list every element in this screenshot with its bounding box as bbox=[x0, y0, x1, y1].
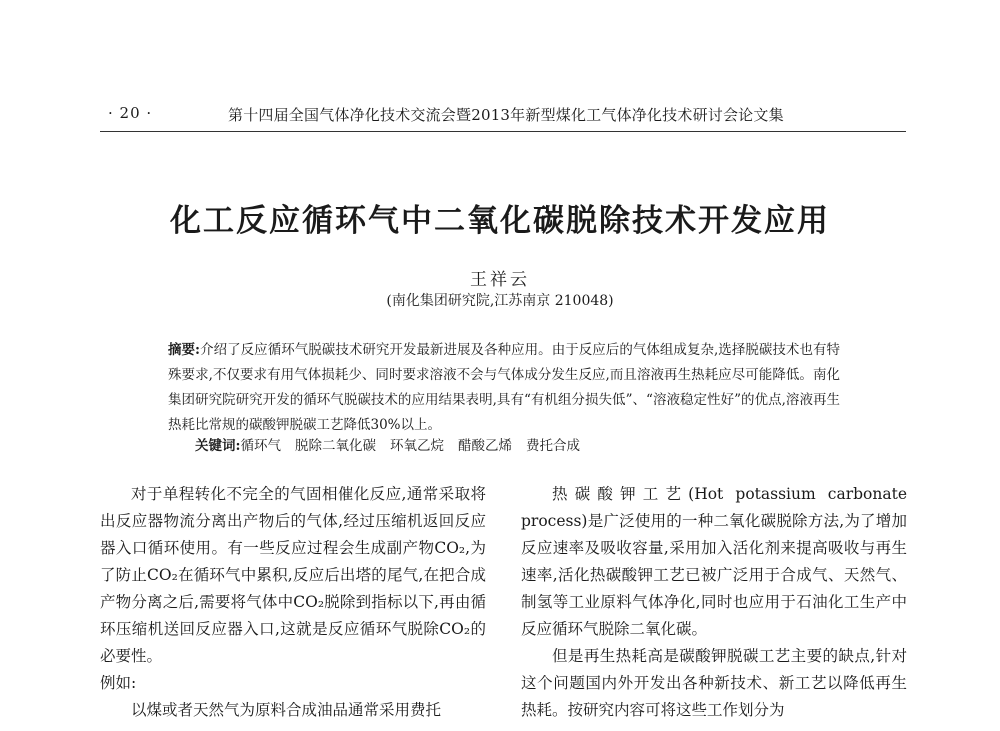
body-paragraph: 对于单程转化不完全的气固相催化反应,通常采取将出反应器物流分离出产物后的气体,经过压缩机返回反应器入口循环使用。有一些反应过程会生成副产物CO₂,为了防止CO₂在循环气中累积,反应后出塔的尾气,在把合成产物分离之后,需要将气体中CO₂脱除到指标以下,再由循环压缩机送回反应器入口,这就是反应循环气脱除CO₂的必要性。 bbox=[100, 485, 486, 665]
keyword: 脱除二氧化碳 bbox=[294, 438, 376, 454]
body-paragraph: 热碳酸钾工艺(Hot potassium carbonate process)是广泛使用的一种二氧化碳脱除方法,为了增加反应速率及吸收容量,采用加入活化剂来提高吸收与再生速率,活化热碳酸钾工艺已被广泛用于合成气、天然气、制氢等工业原料气体净化,同时也应用于石油化工生产中反应循环气脱除二氧化碳。 bbox=[521, 485, 907, 638]
article-title: 化工反应循环气中二氧化碳脱除技术开发应用 bbox=[170, 203, 830, 239]
abstract-label: 摘要: bbox=[168, 342, 201, 358]
keyword: 费托合成 bbox=[525, 438, 580, 454]
abstract bbox=[168, 338, 840, 438]
journal-title: 第十四届全国气体净化技术交流会暨2013年新型煤化工气体净化技术研讨会论文集 bbox=[228, 106, 784, 124]
author-affiliation: (南化集团研究院,江苏南京 210048) bbox=[386, 293, 614, 309]
keyword: 循环气 bbox=[240, 438, 281, 454]
header-rule bbox=[100, 131, 906, 132]
body-column-left bbox=[100, 481, 486, 724]
keywords bbox=[195, 434, 845, 454]
body-column-right bbox=[521, 481, 907, 724]
keywords-label: 关键词: bbox=[195, 438, 241, 454]
author-name: 王祥云 bbox=[470, 270, 530, 290]
body-paragraph: 但是再生热耗高是碳酸钾脱碳工艺主要的缺点,针对这个问题国内外开发出各种新技术、新工艺以降低再生热耗。按研究内容可将这些工作划分为 bbox=[521, 647, 907, 719]
abstract-text: 介绍了反应循环气脱碳技术研究开发最新进展及各种应用。由于反应后的气体组成复杂,选择脱碳技术也有特殊要求,不仅要求有用气体损耗少、同时要求溶液不会与气体成分发生反应,而且溶液再生热耗应尽可能降低。南化集团研究院研究开发的循环气脱碳技术的应用结果表明,具有“有机组分损失低”、“溶液稳定性好”的优点,溶液再生热耗比常规的碳酸钾脱碳工艺降低30%以上。 bbox=[168, 342, 841, 433]
keyword: 环氧乙烷 bbox=[389, 438, 444, 454]
body-paragraph: 例如: bbox=[100, 674, 137, 692]
keyword: 醋酸乙烯 bbox=[457, 438, 512, 454]
page-number: · 20 · bbox=[108, 104, 153, 122]
body-paragraph: 以煤或者天然气为原料合成油品通常采用费托 bbox=[131, 701, 442, 719]
